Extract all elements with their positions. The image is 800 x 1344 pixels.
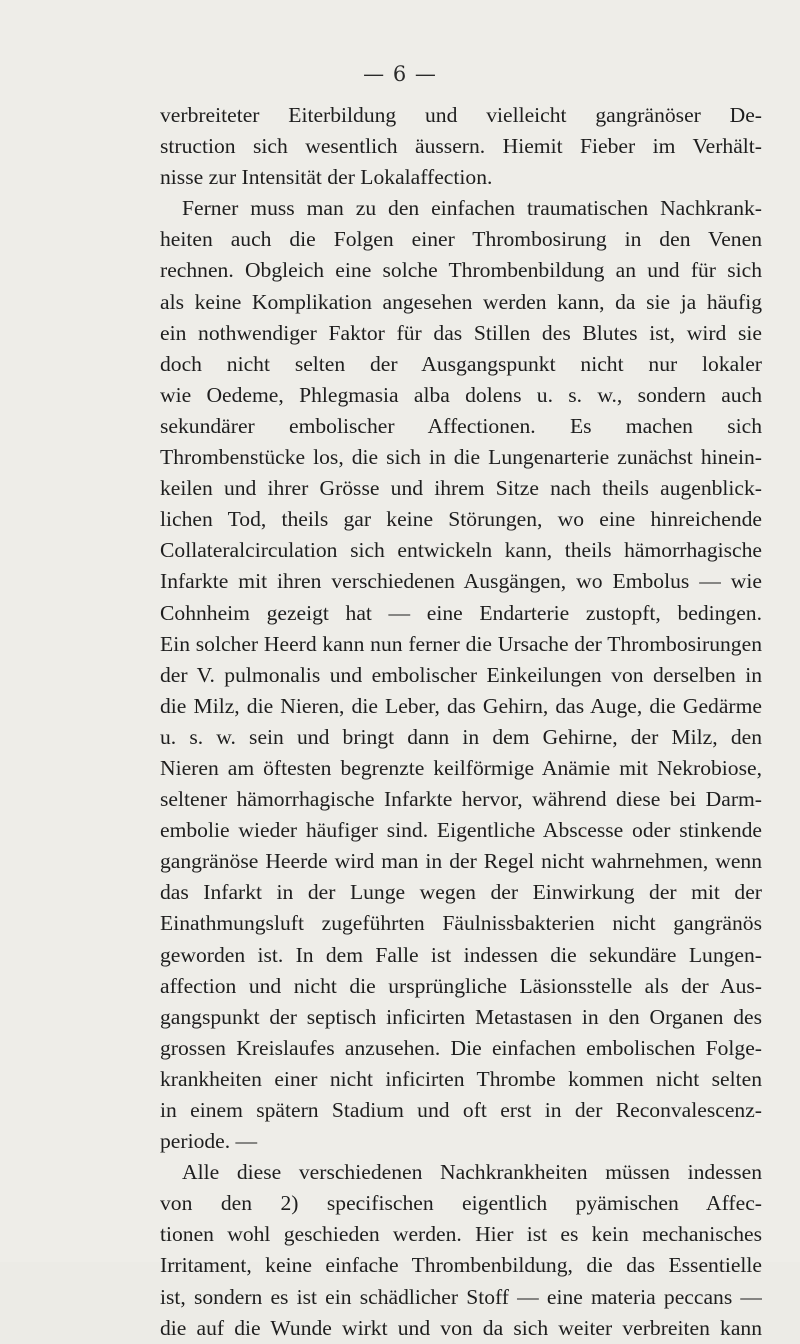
text-line: Alle diese verschiedenen Nachkrankheiten müssen indessen	[182, 1160, 762, 1185]
text-line: affection und nicht die ursprüngliche Läsionsstelle als der Aus-	[160, 973, 762, 998]
text-line: lichen Tod, theils gar keine Störungen, wo eine hinreichende	[160, 507, 762, 532]
text-line: krankheiten einer nicht inficirten Thrombe kommen nicht selten	[160, 1066, 762, 1091]
text-line: keilen und ihrer Grösse und ihrem Sitze nach theils augenblick-	[160, 476, 762, 501]
text-line: doch nicht selten der Ausgangspunkt nicht nur lokaler	[160, 351, 762, 376]
text-line: wie Oedeme, Phlegmasia alba dolens u. s. w., sondern auch	[160, 382, 762, 407]
text-line: ein nothwendiger Faktor für das Stillen des Blutes ist, wird sie	[160, 320, 762, 345]
text-line: tionen wohl geschieden werden. Hier ist es kein mechanisches	[160, 1222, 762, 1247]
body-text	[160, 100, 762, 1344]
text-line: von den 2) specifischen eigentlich pyämischen Affec-	[160, 1191, 762, 1216]
text-line: Ein solcher Heerd kann nun ferner die Ursache der Thrombosirungen	[160, 631, 762, 656]
text-line: nisse zur Intensität der Lokalaffection.	[160, 165, 493, 190]
text-line: geworden ist. In dem Falle ist indessen die sekundäre Lungen-	[160, 942, 762, 967]
text-line: gangränöse Heerde wird man in der Regel nicht wahrnehmen, wenn	[160, 849, 762, 874]
text-line: grossen Kreislaufes anzusehen. Die einfachen embolischen Folge-	[160, 1035, 762, 1060]
text-line: embolie wieder häufiger sind. Eigentliche Abscesse oder stinkende	[160, 818, 762, 843]
text-line: gangspunkt der septisch inficirten Metastasen in den Organen des	[160, 1004, 762, 1029]
text-line: sekundärer embolischer Affectionen. Es machen sich	[160, 413, 762, 438]
text-line: als keine Komplikation angesehen werden kann, da sie ja häufig	[160, 289, 762, 314]
page-number: — 6 —	[363, 62, 437, 86]
text-line: Nieren am öftesten begrenzte keilförmige Anämie mit Nekrobiose,	[160, 755, 762, 780]
text-line: Infarkte mit ihren verschiedenen Ausgängen, wo Embolus — wie	[160, 569, 762, 594]
text-line: der V. pulmonalis und embolischer Einkeilungen von derselben in	[160, 662, 762, 687]
text-line: Irritament, keine einfache Thrombenbildung, die das Essentielle	[160, 1253, 762, 1278]
text-line: Ferner muss man zu den einfachen traumatischen Nachkrank-	[182, 196, 762, 221]
text-line: Thrombenstücke los, die sich in die Lungenarterie zunächst hinein-	[160, 445, 762, 470]
text-line: seltener hämorrhagische Infarkte hervor, während diese bei Darm-	[160, 787, 762, 812]
text-line: in einem spätern Stadium und oft erst in der Reconvalescenz-	[160, 1098, 762, 1122]
text-line: die auf die Wunde wirkt und von da sich weiter verbreiten kann	[160, 1315, 762, 1340]
text-line: rechnen. Obgleich eine solche Thrombenbildung an und für sich	[160, 258, 762, 283]
text-line: u. s. w. sein und bringt dann in dem Gehirne, der Milz, den	[160, 724, 762, 749]
text-line: heiten auch die Folgen einer Thrombosirung in den Venen	[160, 227, 762, 252]
text-line: Cohnheim gezeigt hat — eine Endarterie zustopft, bedingen.	[160, 600, 762, 625]
text-line: ist, sondern es ist ein schädlicher Stoff — eine materia peccans —	[160, 1284, 762, 1309]
text-line: Collateralcirculation sich entwickeln kann, theils hämorrhagische	[160, 538, 762, 563]
text-line: verbreiteter Eiterbildung und vielleicht gangränöser De-	[160, 103, 762, 127]
text-line: Einathmungsluft zugeführten Fäulnissbakterien nicht gangränös	[160, 911, 762, 936]
text-line: das Infarkt in der Lunge wegen der Einwirkung der mit der	[160, 880, 762, 905]
text-line: die Milz, die Nieren, die Leber, das Gehirn, das Auge, die Gedärme	[160, 693, 762, 718]
text-line: struction sich wesentlich äussern. Hiemit Fieber im Verhält-	[160, 134, 762, 159]
text-line: periode. —	[160, 1129, 258, 1154]
